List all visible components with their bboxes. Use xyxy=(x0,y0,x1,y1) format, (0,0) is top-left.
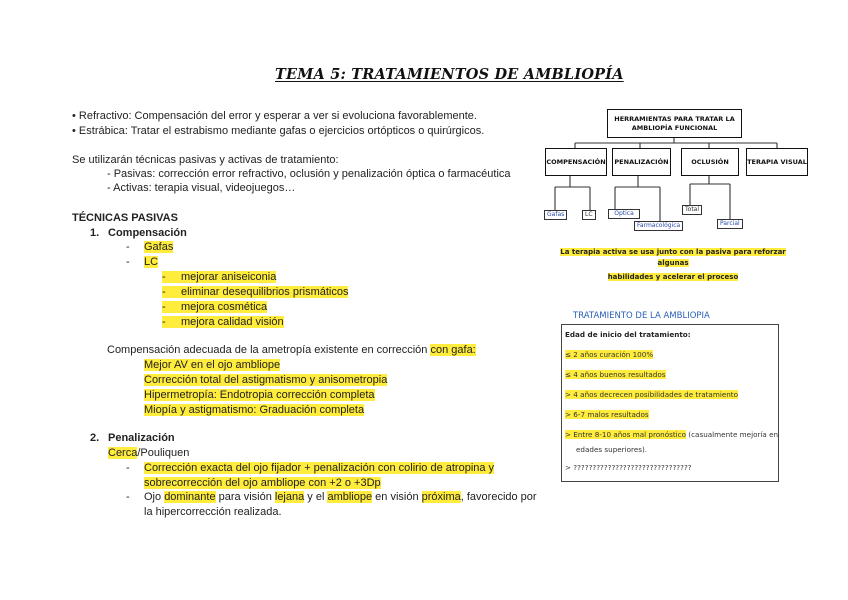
intro-lead: Se utilizarán técnicas pasivas y activas de tratamiento: xyxy=(72,154,339,166)
dash: - xyxy=(126,256,130,268)
intro-sub-activas: - Activas: terapia visual, videojuegos… xyxy=(107,182,296,194)
diagram-leaf-optica: Óptica xyxy=(608,209,640,219)
penalizacion-item-cont: sobrecorrección del ojo ambliope con +2 o +3Dp xyxy=(144,477,381,489)
lc-subitem: - mejorar aniseiconia xyxy=(162,271,277,283)
diagram-box-oclusion: OCLUSIÓN xyxy=(681,148,739,176)
table-heading: Edad de inicio del tratamiento: xyxy=(565,330,691,339)
adequate-item: Corrección total del astigmatismo y anisometropia xyxy=(144,374,388,386)
diagram-leaf-lc: LC xyxy=(582,210,596,220)
diagram-leaf-parcial: Parcial xyxy=(717,219,743,229)
section-heading: TÉCNICAS PASIVAS xyxy=(72,212,178,224)
table-row: ≤ 4 años buenos resultados xyxy=(565,370,666,379)
diagram-box-compensacion: COMPENSACIÓN xyxy=(545,148,607,176)
diagram-box-penalizacion: PENALIZACIÓN xyxy=(612,148,671,176)
compensacion-heading: Compensación xyxy=(108,227,187,239)
table-title: TRATAMIENTO DE LA AMBLIOPIA xyxy=(573,311,710,321)
diagram-root-line: HERRAMIENTAS PARA TRATAR LA xyxy=(614,114,735,123)
lc-item: LC xyxy=(144,256,159,268)
penalizacion-item: Ojo dominante para visión lejana y el ambliope en visión próxima, favorecido por xyxy=(144,491,537,503)
table-row: > 4 años decrecen posibilidades de tratamiento xyxy=(565,390,739,399)
penalizacion-item: Corrección exacta del ojo fijador + penalización con colirio de atropina y xyxy=(144,462,495,474)
diagram-box-terapia-visual: TERAPIA VISUAL xyxy=(746,148,808,176)
diagram-note-line: La terapia activa se usa junto con la pasiva para reforzar algunas xyxy=(560,248,786,267)
adequate-lead: Compensación adecuada de la ametropía existente en corrección con gafa: xyxy=(107,344,476,356)
table-row: > ??????????????????????????????? xyxy=(565,463,692,472)
intro-bullet: • Estrábica: Tratar el estrabismo mediante gafas o ejercicios ortópticos o quirúrgicos. xyxy=(72,125,485,137)
list-number: 1. xyxy=(90,227,100,239)
diagram-root-line: AMBLIOPÍA FUNCIONAL xyxy=(631,123,718,132)
penalizacion-heading: Penalización xyxy=(108,432,175,444)
diagram-leaf-farmacologica: Farmacológica xyxy=(634,221,683,231)
diagram-leaf-gafas: Gafas xyxy=(544,210,567,220)
table-row: ≤ 2 años curación 100% xyxy=(565,350,654,359)
adequate-item: Hipermetropía: Endotropia corrección completa xyxy=(144,389,375,401)
table-row: > Entre 8-10 años mal pronóstico (casualmente mejoría en xyxy=(565,430,779,439)
diagram-note-line: habilidades y acelerar el proceso xyxy=(607,273,739,281)
intro-bullet: • Refractivo: Compensación del error y esperar a ver si evoluciona favorablemente. xyxy=(72,110,477,122)
dash: - xyxy=(126,491,130,503)
adequate-item: Miopía y astigmatismo: Graduación completa xyxy=(144,404,365,416)
dash: - xyxy=(126,462,130,474)
diagram-leaf-total: Total xyxy=(682,205,702,215)
table-row: > 6-7 malos resultados xyxy=(565,410,649,419)
lc-subitem: - mejora cosmética xyxy=(162,301,268,313)
adequate-item: Mejor AV en el ojo ambliope xyxy=(144,359,281,371)
dash: - xyxy=(126,241,130,253)
table-box xyxy=(561,324,779,482)
lc-subitem: - mejora calidad visión xyxy=(162,316,284,328)
cerca-pouliquen: Cerca/Pouliquen xyxy=(108,447,190,459)
penalizacion-item-cont: la hipercorrección realizada. xyxy=(144,506,282,518)
lc-subitem: - eliminar desequilibrios prismáticos xyxy=(162,286,349,298)
page-title: TEMA 5: TRATAMIENTOS DE AMBLIOPÍA xyxy=(275,66,624,83)
list-number: 2. xyxy=(90,432,100,444)
gafas-item: Gafas xyxy=(144,241,174,253)
diagram-note xyxy=(548,247,798,283)
table-row-cont: edades superiores). xyxy=(576,445,648,454)
diagram-root-box xyxy=(607,109,742,138)
intro-sub-pasivas: - Pasivas: corrección error refractivo, oclusión y penalización óptica o farmacéutica xyxy=(107,168,511,180)
